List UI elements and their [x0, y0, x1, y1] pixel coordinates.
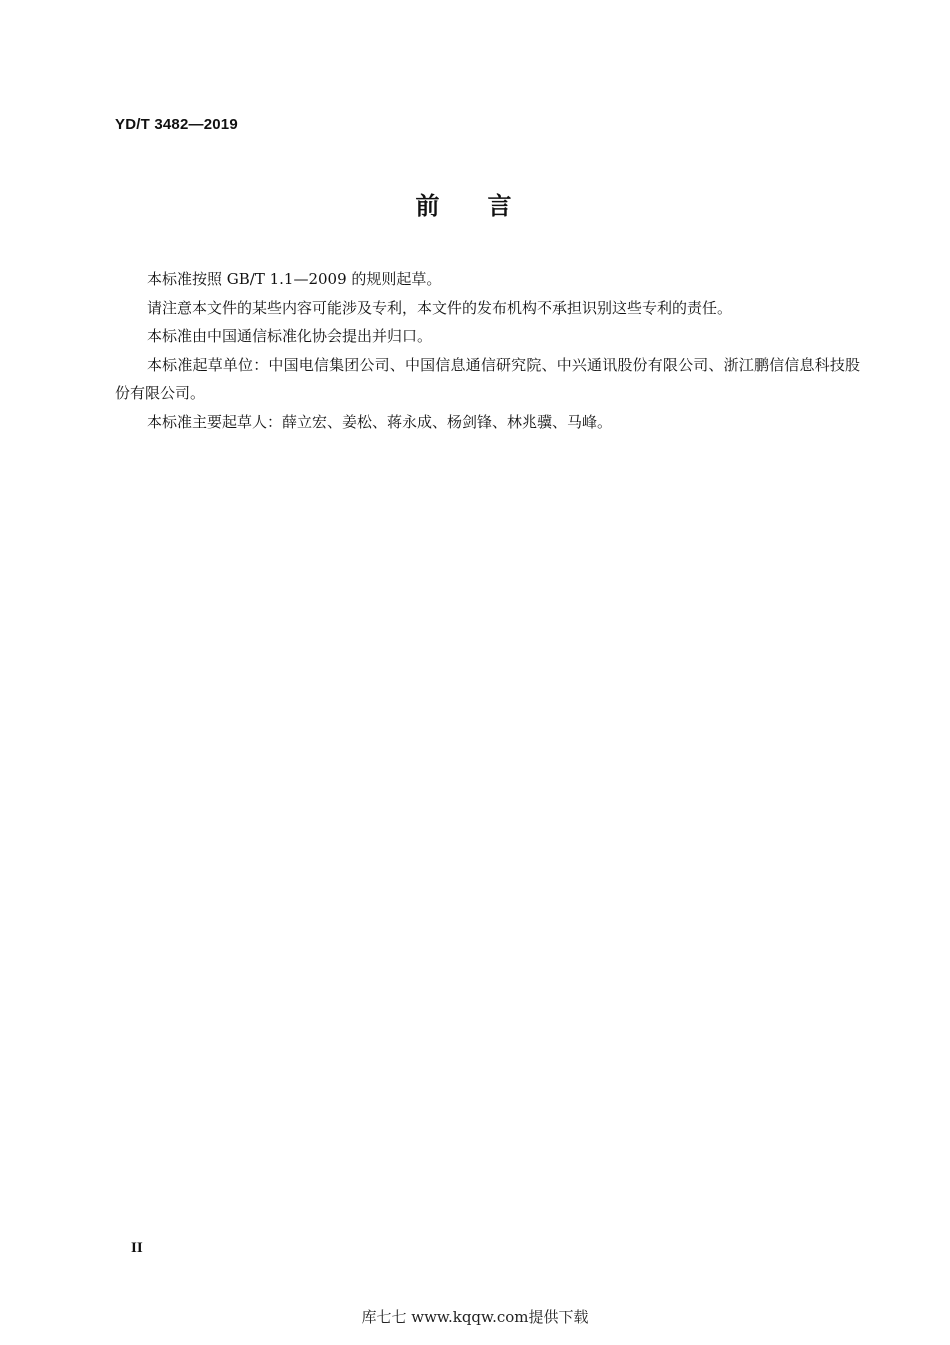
page-number: II: [131, 1240, 143, 1256]
paragraph-patent-notice: 请注意本文件的某些内容可能涉及专利，本文件的发布机构不承担识别这些专利的责任。: [147, 298, 733, 317]
paragraph-drafting-rules: 本标准按照 GB/T 1.1—2009 的规则起草。: [147, 270, 442, 288]
paragraph-drafting-units: 本标准起草单位：中国电信集团公司、中国信息通信研究院、中兴通讯股份有限公司、浙江鹏信信息科技股份有限公司。: [115, 355, 860, 402]
paragraph-main-drafters: 本标准主要起草人：薛立宏、姜松、蒋永成、杨剑锋、林兆骥、马峰。: [147, 412, 613, 431]
download-source-note: 库七七 www.kqqw.com提供下载: [361, 1308, 589, 1326]
paragraph-proposer: 本标准由中国通信标准化协会提出并归口。: [147, 327, 433, 345]
preface-body: [115, 265, 860, 436]
section-title: 前言: [415, 192, 560, 220]
document-code: YD/T 3482—2019: [115, 116, 238, 133]
